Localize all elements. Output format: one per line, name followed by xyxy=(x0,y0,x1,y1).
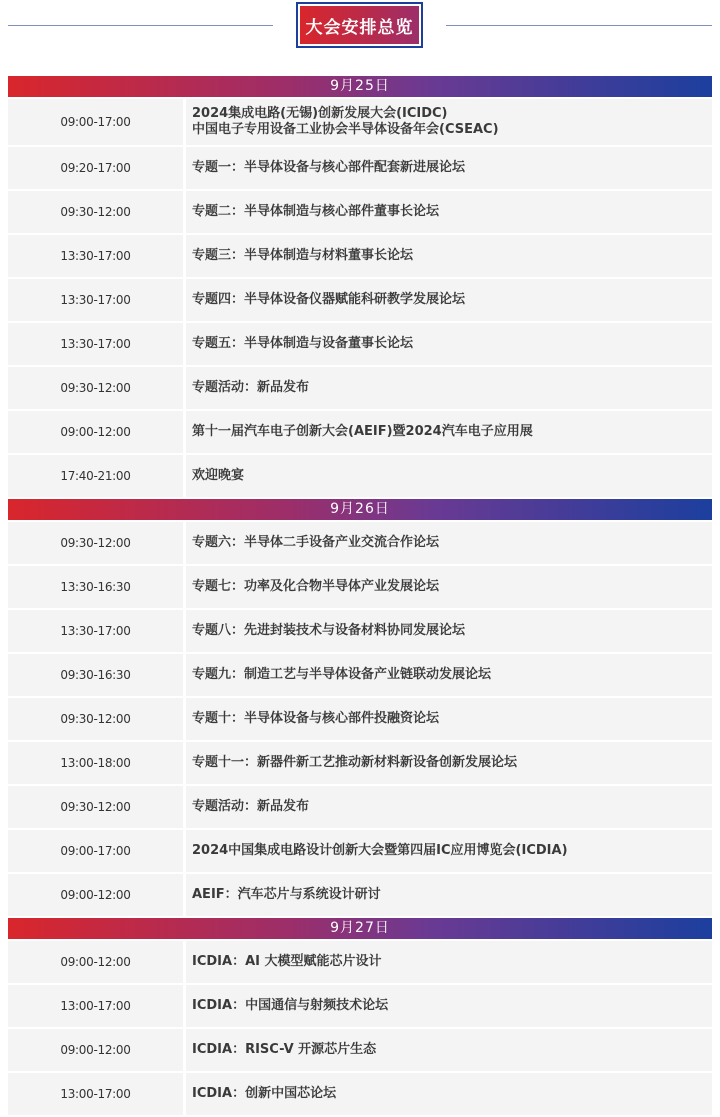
session-title xyxy=(186,1029,712,1071)
session-title xyxy=(186,654,712,696)
session-row xyxy=(8,566,712,608)
session-title-line: AEIF：汽车芯片与系统设计研讨 xyxy=(192,887,381,902)
page-title: 大会安排总览 xyxy=(300,6,419,44)
session-time: 13:30-16:30 xyxy=(8,566,183,608)
session-time: 09:00-12:00 xyxy=(8,941,183,983)
session-title-line: 专题活动：新品发布 xyxy=(192,799,310,814)
session-title-line: 专题七：功率及化合物半导体产业发展论坛 xyxy=(192,579,440,594)
session-title-line: 专题四：半导体设备仪器赋能科研教学发展论坛 xyxy=(192,292,466,307)
session-time: 09:20-17:00 xyxy=(8,147,183,189)
session-time: 09:30-12:00 xyxy=(8,698,183,740)
session-time: 09:00-12:00 xyxy=(8,1029,183,1071)
title-divider-left xyxy=(8,25,273,26)
session-row xyxy=(8,1029,712,1071)
session-time: 09:30-12:00 xyxy=(8,191,183,233)
session-title xyxy=(186,786,712,828)
session-title-line: 中国电子专用设备工业协会半导体设备年会(CSEAC) xyxy=(192,122,499,137)
session-title-line: 专题一：半导体设备与核心部件配套新进展论坛 xyxy=(192,160,466,175)
session-row xyxy=(8,522,712,564)
session-title xyxy=(186,279,712,321)
session-row xyxy=(8,367,712,409)
session-row xyxy=(8,742,712,784)
session-title xyxy=(186,874,712,916)
session-title xyxy=(186,830,712,872)
session-row xyxy=(8,941,712,983)
session-time: 17:40-21:00 xyxy=(8,455,183,497)
session-time: 09:00-17:00 xyxy=(8,99,183,145)
session-title-line: 专题六：半导体二手设备产业交流合作论坛 xyxy=(192,535,440,550)
session-title-line: 专题三：半导体制造与材料董事长论坛 xyxy=(192,248,414,263)
session-title-line: 专题十一：新器件新工艺推动新材料新设备创新发展论坛 xyxy=(192,755,518,770)
session-time: 09:30-12:00 xyxy=(8,522,183,564)
session-row xyxy=(8,610,712,652)
session-title xyxy=(186,411,712,453)
title-divider-right xyxy=(446,25,712,26)
session-time: 13:30-17:00 xyxy=(8,323,183,365)
session-row xyxy=(8,147,712,189)
session-title xyxy=(186,367,712,409)
session-title-line: 第十一届汽车电子创新大会(AEIF)暨2024汽车电子应用展 xyxy=(192,424,533,439)
session-time: 09:30-16:30 xyxy=(8,654,183,696)
session-title-line: 欢迎晚宴 xyxy=(192,468,245,483)
session-title xyxy=(186,323,712,365)
session-title-line: 2024中国集成电路设计创新大会暨第四届IC应用博览会(ICDIA) xyxy=(192,843,568,858)
session-row xyxy=(8,874,712,916)
session-title-line: ICDIA：创新中国芯论坛 xyxy=(192,1086,337,1101)
session-title xyxy=(186,698,712,740)
session-time: 09:30-12:00 xyxy=(8,367,183,409)
session-time: 13:00-17:00 xyxy=(8,1073,183,1115)
session-row xyxy=(8,654,712,696)
session-title xyxy=(186,985,712,1027)
session-row xyxy=(8,985,712,1027)
day-header: 9月26日 xyxy=(8,499,712,520)
day-header: 9月25日 xyxy=(8,76,712,97)
session-title-line: 专题九：制造工艺与半导体设备产业链联动发展论坛 xyxy=(192,667,492,682)
session-title-line: ICDIA：中国通信与射频技术论坛 xyxy=(192,998,389,1013)
session-time: 13:00-17:00 xyxy=(8,985,183,1027)
schedule-table xyxy=(8,76,712,1117)
session-row xyxy=(8,786,712,828)
session-row xyxy=(8,99,712,145)
title-badge xyxy=(296,2,423,48)
session-title-line: 专题十：半导体设备与核心部件投融资论坛 xyxy=(192,711,440,726)
session-title xyxy=(186,99,712,145)
session-title-line: 专题五：半导体制造与设备董事长论坛 xyxy=(192,336,414,351)
session-title-line: 专题活动：新品发布 xyxy=(192,380,310,395)
session-title xyxy=(186,1073,712,1115)
session-title-line: 专题八：先进封装技术与设备材料协同发展论坛 xyxy=(192,623,466,638)
session-time: 09:00-12:00 xyxy=(8,874,183,916)
title-header xyxy=(0,0,720,52)
session-title xyxy=(186,566,712,608)
day-header: 9月27日 xyxy=(8,918,712,939)
session-time: 09:00-17:00 xyxy=(8,830,183,872)
session-row xyxy=(8,830,712,872)
session-row xyxy=(8,279,712,321)
session-row xyxy=(8,698,712,740)
session-title xyxy=(186,941,712,983)
session-time: 13:00-18:00 xyxy=(8,742,183,784)
session-title-line: ICDIA：RISC-V 开源芯片生态 xyxy=(192,1042,377,1057)
session-title-line: 专题二：半导体制造与核心部件董事长论坛 xyxy=(192,204,440,219)
session-title xyxy=(186,147,712,189)
session-row xyxy=(8,455,712,497)
session-row xyxy=(8,411,712,453)
session-time: 13:30-17:00 xyxy=(8,610,183,652)
session-title xyxy=(186,522,712,564)
session-title-line: 2024集成电路(无锡)创新发展大会(ICIDC) xyxy=(192,106,448,121)
session-row xyxy=(8,191,712,233)
session-title-line: ICDIA：AI 大模型赋能芯片设计 xyxy=(192,954,382,969)
session-title xyxy=(186,455,712,497)
session-time: 13:30-17:00 xyxy=(8,235,183,277)
session-time: 09:00-12:00 xyxy=(8,411,183,453)
session-time: 09:30-12:00 xyxy=(8,786,183,828)
session-row xyxy=(8,1073,712,1115)
session-title xyxy=(186,610,712,652)
session-time: 13:30-17:00 xyxy=(8,279,183,321)
session-row xyxy=(8,235,712,277)
session-row xyxy=(8,323,712,365)
session-title xyxy=(186,191,712,233)
session-title xyxy=(186,742,712,784)
session-title xyxy=(186,235,712,277)
